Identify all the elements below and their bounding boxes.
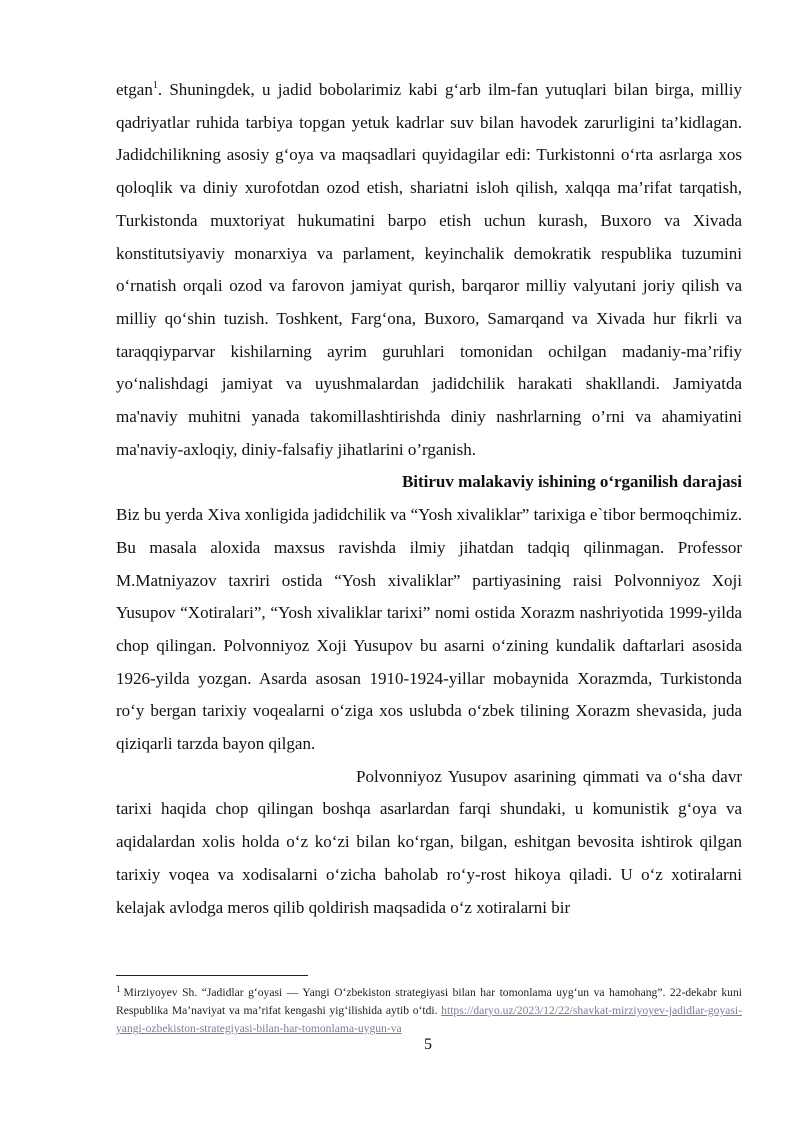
page-number: 5 [424, 1036, 432, 1053]
paragraph-3: Polvonniyoz Yusupov asarining qimmati va oʻsha davr tarixi haqida chop qilingan boshqa asarlardan farqi shundaki, u komunistik gʻoya va aqidalardan xolis holda oʻz koʻzi bilan koʻrgan, bilgan, eshitgan bevosita ishtirok qilgan tarixiy voqea va xodisalarni oʻzicha baholab roʻy-rost hikoya qiladi. U oʻz xotiralarni kelajak avlodga meros qilib qoldirish maqsadida oʻz xotiralarni bir [116, 766, 742, 917]
paragraph-1-start: etgan [116, 80, 153, 99]
main-text [116, 74, 742, 924]
footnote-separator [116, 975, 308, 976]
footnote-text: Mirziyoyev Sh. “Jadidlar gʻoyasi — Yangi Oʻzbekiston strategiyasi bilan har tomonlama uygʻun va hamohang”. 22-dekabr kuni Respublika Ma’naviyat va ma’rifat kengashi yigʻilishida aytib oʻtdi. [116, 986, 742, 1017]
paragraph-2: Biz bu yerda Xiva xonligida jadidchilik va “Yosh xivaliklar” tarixiga e`tibor bermoqchimiz. Bu masala aloxida maxsus ravishda ilmiy jihatdan tadqiq qilinmagan. Professor M.Matniyazov taxriri ostida “Yosh xivaliklar” partiyasining raisi Polvonniyoz Xoji Yusupov “Xotiralari”, “Yosh xivaliklar tarixi” nomi ostida Xorazm nashriyotida 1999-yilda chop qilingan. Polvonniyoz Xoji Yusupov bu asarni oʻzining kundalik daftarlari asosida 1926-yilda yozgan. Asarda asosan 1910-1924-yillar mobaynida Xorazmda, Turkistonda roʻy bergan tarixiy voqealarni oʻziga xos uslubda oʻzbek tilining Xorazm shevasida, juda qiziqarli tarzda bayon qilgan. [116, 505, 742, 754]
footnote-number: 1 [116, 984, 121, 994]
footnote [116, 984, 742, 1038]
footnote-reference[interactable]: 1 [152, 80, 158, 91]
paragraph-1 [116, 74, 742, 466]
footnote-link[interactable]: https://daryo.uz/2023/12/22/shavkat-mirziyoyev-jadidlar-goyasi-yangi-ozbekiston-strategiyasi-bilan-har-tomonlama-uygun-va [116, 1004, 742, 1035]
paragraph-1-body: . Shuningdek, u jadid bobolarimiz kabi gʻarb ilm-fan yutuqlari bilan birga, milliy qadriyatlar ruhida tarbiya topgan yetuk kadrlar suv bilan havodek zarurligini ta’kidlagan. Jadidchilikning asosiy gʻoya va maqsadlari quyidagilar edi: Turkistonni oʻrta asrlarga xos qoloqlik va diniy xurofotdan ozod etish, shariatni isloh qilish, xalqqa ma’rifat tarqatish, Turkistonda muxtoriyat hukumatini barpo etish uchun kurash, Buxoro va Xivada konstitutsiyaviy monarxiya va parlament, keyinchalik demokratik respublika tuzumini oʻrnatish orqali ozod va farovon jamiyat qurish, barqaror milliy valyutani joriy qilish va milliy qoʻshin tuzish. Toshkent, Fargʻona, Buxoro, Samarqand va Xivada hur fikrli va taraqqiyparvar kishilarning ayrim guruhlari tomonidan ochilgan madaniy-ma’rifiy yoʻnalishdagi jamiyat va uyushmalardan jadidchilik harakati shakllandi. Jamiyatda ma'naviy muhitni yanada takomillashtirishda diniy nashrlarning o’rni va ahamiyatini ma'naviy-axloqiy, diniy-falsafiy jihatlarini o’rganish. [116, 80, 742, 459]
section-heading: Bitiruv malakaviy ishining oʻrganilish darajasi [401, 472, 742, 492]
